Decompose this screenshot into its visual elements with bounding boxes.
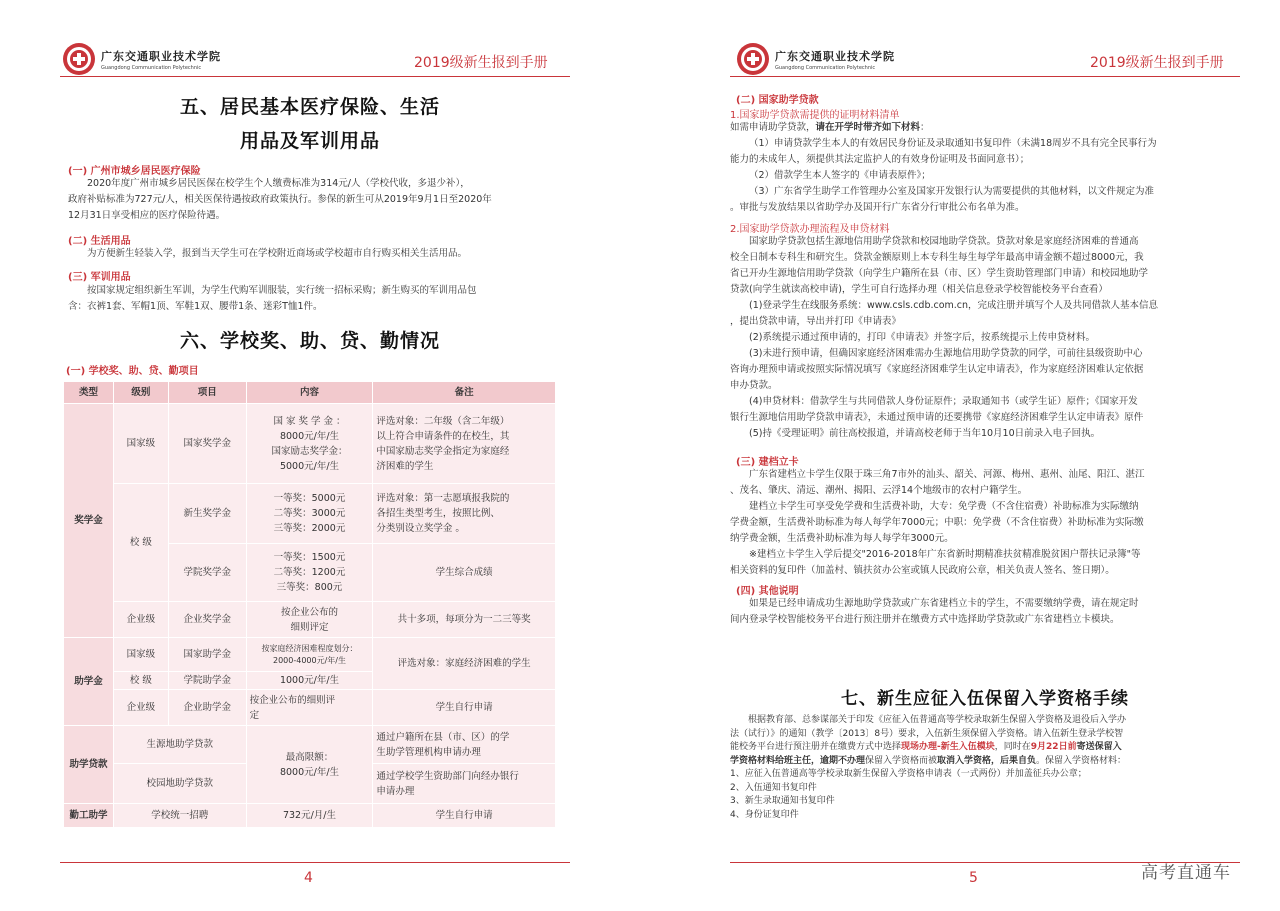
content-line: 按家庭经济困难程度划分： <box>261 643 358 653</box>
content-line: 一等奖：1500元 <box>273 552 346 563</box>
poverty-card-heading: (三) 建档立卡 <box>736 457 799 468</box>
col-header-remark: 备注 <box>373 382 556 404</box>
text-span: 保留入学资格而被 <box>865 755 938 766</box>
table-row <box>64 804 556 828</box>
school-emblem-icon <box>62 42 96 76</box>
remark-cell <box>373 484 556 544</box>
col-header-item: 项目 <box>168 382 246 404</box>
content-line: 按企业公布的 <box>280 606 338 618</box>
process-line: 校全日制本专科生和研究生。贷款金额原则上本专科生每生每学年最高申请金额不超过8000元，我 <box>730 252 1144 263</box>
insurance-heading: (一) 广州市城乡居民医疗保险 <box>68 166 201 177</box>
remark-cell <box>373 404 556 484</box>
process-line: (3)未进行预申请，但确因家庭经济困难需办生源地信用助学贷款的同学，可前往县级资助中心 <box>749 348 1143 359</box>
table-row <box>64 484 556 544</box>
daily-items-heading: (二) 生活用品 <box>68 236 131 247</box>
remark-line: 评选对象：二年级（含二年级） <box>376 415 510 427</box>
content-line: 按企业公布的细则评 <box>249 694 336 706</box>
military-line: 含：衣裤1套、军帽1顶、军鞋1双、腰带1条、迷彩T恤1件。 <box>68 301 323 312</box>
item-cell: 校园地助学贷款 <box>113 764 246 804</box>
content-line: 最高限额： <box>285 751 334 763</box>
other-notes-paragraph <box>730 596 1240 628</box>
remark-line: 各招生类型考生，按照比例、 <box>376 508 500 519</box>
remark-cell: 共十多项，每项分为一二三等奖 <box>373 602 556 638</box>
text-span: ，同时在 <box>994 742 1031 752</box>
school-name-cn: 广东交通职业技术学院 <box>775 49 895 63</box>
footer-divider <box>60 862 570 863</box>
military-line: 按国家规定组织新生军训，为学生代购军训服装，实行统一招标采购；新生购买的军训用品包 <box>87 285 477 296</box>
process-line: (4)申贷材料：借款学生与共同借款人身份证原件；录取通知书（或学生证）原件；《国家开发 <box>749 396 1138 407</box>
content-cell <box>246 544 373 602</box>
remark-line: 以上符合申请条件的在校生，其 <box>376 430 510 442</box>
remark-cell: 学生综合成绩 <box>373 544 556 602</box>
level-cell: 国家级 <box>113 638 168 672</box>
daily-items-line: 为方便新生轻装入学，报到当天学生可在学校附近商场或学校超市自行购买相关生活用品。 <box>87 248 468 259</box>
content-line: 三等奖：800元 <box>276 582 343 593</box>
col-header-content: 内容 <box>246 382 373 404</box>
loan-process-heading: 2.国家助学贷款办理流程及申贷材料 <box>730 224 890 235</box>
poverty-line: 相关资料的复印件（加盖村、镇扶贫办公室或镇人民政府公章，相关负责人签名、签日期）。 <box>730 565 1115 576</box>
content-line: 二等奖：1200元 <box>273 567 346 578</box>
item-cell: 生源地助学贷款 <box>113 726 246 764</box>
table-row <box>64 726 556 764</box>
handbook-title: 2019级新生报到手册 <box>414 55 548 71</box>
enlistment-list-item: 2、入伍通知书复印件 <box>730 782 817 793</box>
content-line: 定 <box>249 709 260 721</box>
level-cell: 企业级 <box>113 690 168 726</box>
process-line: ，提出贷款申请，导出并打印《申请表》 <box>730 316 902 327</box>
category-scholarship: 奖学金 <box>64 404 114 638</box>
material-line: （1）申请贷款学生本人的有效居民身份证及录取通知书复印件（未满18周岁不具有完全民事行为 <box>749 138 1157 149</box>
handbook-title: 2019级新生报到手册 <box>1090 55 1224 71</box>
school-name-cn: 广东交通职业技术学院 <box>101 49 221 63</box>
loan-materials-paragraph <box>730 120 1240 216</box>
enlistment-list-item: 3、新生录取通知书复印件 <box>730 796 835 806</box>
category-grant: 助学金 <box>64 638 114 726</box>
intro-text: 如需申请助学贷款， <box>730 122 816 133</box>
content-line: 国 家 奖 学 金 ： <box>273 415 346 427</box>
school-logo <box>736 42 895 76</box>
level-cell: 校 级 <box>113 484 168 602</box>
remark-line: 生助学管理机构申请办理 <box>376 746 481 758</box>
table-row <box>64 404 556 484</box>
poverty-line: 学费金额，生活费补助标准为每人每学年7000元；中职：免学费（不含住宿费）补助标准为实际缴 <box>730 517 1144 528</box>
item-cell: 企业奖学金 <box>168 602 246 638</box>
page-number: 4 <box>304 870 313 886</box>
remark-line: 中国家励志奖学金指定为家庭经 <box>376 445 510 457</box>
material-line: （3）广东省学生助学工作管理办公室及国家开发银行认为需要提供的其他材料，以文件规定为准 <box>749 186 1155 197</box>
school-logo <box>62 42 221 76</box>
material-line: 。审批与发放结果以省助学办及国开行广东省分行审批公布名单为准。 <box>730 202 1025 213</box>
loan-materials-heading: 1.国家助学贷款需提供的证明材料清单 <box>730 110 900 121</box>
remark-cell: 学生自行申请 <box>373 690 556 726</box>
section7-title: 七、新生应征入伍保留入学资格手续 <box>841 689 1129 709</box>
insurance-line: 2020年度广州市城乡居民医保在校学生个人缴费标准为314元/人（学校代收，多退少补）， <box>87 178 470 189</box>
text-span-bold: 取消入学资格，后果自负 <box>937 755 1037 766</box>
level-cell: 企业级 <box>113 602 168 638</box>
aid-table <box>63 381 556 828</box>
school-emblem-icon <box>736 42 770 76</box>
item-cell: 国家奖学金 <box>168 404 246 484</box>
other-notes-heading: (四) 其他说明 <box>736 586 799 597</box>
remark-cell: 学生自行申请 <box>373 804 556 828</box>
content-line: 2000-4000元/年/生 <box>272 655 346 665</box>
remark-line: 通过户籍所在县（市、区）的学 <box>376 731 510 743</box>
content-cell <box>246 404 373 484</box>
table-heading: (一) 学校奖、助、贷、勤项目 <box>66 366 199 377</box>
text-span: 。保留入学资格材料： <box>1036 755 1127 766</box>
intro-bold: 请在开学时带齐如下材料 <box>815 122 921 133</box>
content-cell <box>246 638 373 672</box>
content-line: 细则评定 <box>290 621 329 633</box>
content-cell <box>246 602 373 638</box>
insurance-line: 12月31日享受相应的医疗保险待遇。 <box>68 210 226 221</box>
remark-line: 评选对象：第一志愿填报我院的 <box>376 493 510 504</box>
right-page <box>640 0 1280 911</box>
col-header-type: 类型 <box>64 382 114 404</box>
content-line: 国家励志奖学金： <box>271 445 348 457</box>
remark-line: 分类别设立奖学金 。 <box>376 523 465 534</box>
watermark: 高考直通车 <box>1141 863 1231 883</box>
category-loan: 助学贷款 <box>64 726 114 804</box>
section6-title: 六、学校奖、助、贷、勤情况 <box>179 330 440 352</box>
table-row <box>64 690 556 726</box>
process-line: (1)登录学生在线服务系统：www.csls.cdb.com.cn，完成注册并填写个人及共同借款人基本信息 <box>749 300 1159 311</box>
process-line: 申办贷款。 <box>730 380 778 391</box>
highlight-deadline: 9月22日前 <box>1030 742 1077 752</box>
item-cell: 学院助学金 <box>168 672 246 690</box>
material-line: 能力的未成年人，须提供其法定监护人的有效身份证明及书面同意书）； <box>730 154 1030 165</box>
remark-line: 申请办理 <box>376 785 415 797</box>
content-line: 三等奖：2000元 <box>273 523 346 534</box>
level-cell: 校 级 <box>113 672 168 690</box>
text-span-bold: 学资格材料给班主任，逾期不办理 <box>730 755 866 766</box>
daily-items-paragraph <box>68 246 568 262</box>
content-line: 二等奖：3000元 <box>273 508 346 519</box>
item-cell: 企业助学金 <box>168 690 246 726</box>
insurance-line: 政府补贴标准为727元/人，相关医保待遇按政府政策执行。参保的新生可从2019年9月1日至2020年 <box>68 194 492 205</box>
highlight-module: 现场办理-新生入伍模块 <box>901 742 995 752</box>
remark-line: 济困难的学生 <box>376 460 434 472</box>
content-cell <box>246 726 373 804</box>
intro-colon: ： <box>920 122 930 133</box>
poverty-line: 广东省建档立卡学生仅限于珠三角7市外的汕头、韶关、河源、梅州、惠州、汕尾、阳江、湛江 <box>749 469 1145 480</box>
item-cell: 新生奖学金 <box>168 484 246 544</box>
enlistment-list-item: 1、应征入伍普通高等学校录取新生保留入学资格申请表（一式两份）并加盖征兵办公章； <box>730 769 1087 779</box>
military-paragraph <box>68 283 568 315</box>
content-cell: 1000元/年/生 <box>246 672 373 690</box>
process-line: 贷款(向学生就读高校申请)，学生可自行选择办理（相关信息登录学校智能校务平台查看） <box>730 284 1108 295</box>
enlistment-line <box>730 755 1250 769</box>
content-line: 8000元/年/生 <box>279 766 340 778</box>
content-line: 8000元/年/生 <box>279 430 340 442</box>
page-number: 5 <box>969 870 978 886</box>
process-line: 咨询办理预申请或按照实际情况填写《家庭经济困难学生认定申请表》，作为家庭经济困难认定依据 <box>730 364 1144 375</box>
remark-line: 通过学校学生资助部门向经办银行 <box>376 770 519 782</box>
process-line: 国家助学贷款包括生源地信用助学贷款和校园地助学贷款。贷款对象是家庭经济困难的普通高 <box>749 236 1139 247</box>
item-cell: 学校统一招聘 <box>113 804 246 828</box>
text-span: 能校务平台进行预注册并在缴费方式中选择 <box>730 742 902 752</box>
enlistment-line: 根据教育部、总参谋部关于印发《应征入伍普通高等学校录取新生保留入学资格及退役后入学办 <box>748 715 1127 725</box>
item-cell: 学院奖学金 <box>168 544 246 602</box>
header-divider <box>730 76 1240 77</box>
remark-cell <box>373 726 556 764</box>
content-cell <box>246 484 373 544</box>
insurance-paragraph <box>68 176 568 224</box>
military-heading: (三) 军训用品 <box>68 272 131 283</box>
process-line: (2)系统提示通过预申请的，打印《申请表》并签字后，按系统提示上传申贷材料。 <box>749 332 1095 343</box>
content-cell: 732元/月/生 <box>246 804 373 828</box>
enlistment-line: 法（试行）》的通知（教学〔2013〕8号）要求，入伍新生须保留入学资格。请入伍新生登录学校智 <box>730 728 1124 739</box>
loan-heading: (二) 国家助学贷款 <box>736 95 819 106</box>
section5-title-line2: 用品及军训用品 <box>239 130 380 152</box>
section5-title-line1: 五、居民基本医疗保险、生活 <box>179 96 440 118</box>
level-cell: 国家级 <box>113 404 168 484</box>
material-line: （2）借款学生本人签字的《申请表原件》； <box>749 170 931 181</box>
remark-cell: 评选对象：家庭经济困难的学生 <box>373 638 556 690</box>
poverty-card-paragraph <box>730 467 1240 579</box>
content-line: 一等奖：5000元 <box>273 493 346 504</box>
category-work-study: 勤工助学 <box>64 804 114 828</box>
process-line: 银行生源地信用助学贷款申请表》，未通过预申请的还要携带《家庭经济困难学生认定申请表》原件 <box>730 412 1144 423</box>
remark-cell <box>373 764 556 804</box>
enlistment-line <box>730 741 1250 755</box>
enlistment-list-item: 4、身份证复印件 <box>730 809 799 820</box>
process-line: (5)持《受理证明》前往高校报道，并请高校老师于当年10月10日前录入电子回执。 <box>749 428 1101 439</box>
poverty-line: 建档立卡学生可享受免学费和生活费补助，大专：免学费（不含住宿费）补助标准为实际缴纳 <box>749 501 1139 512</box>
text-span-bold: 寄送保留入 <box>1076 742 1122 752</box>
poverty-line: 纳学费金额，生活费补助标准为每人每学年3000元。 <box>730 533 954 544</box>
loan-process-paragraph <box>730 234 1240 442</box>
item-cell: 国家助学金 <box>168 638 246 672</box>
loan-materials-intro <box>730 120 1240 136</box>
poverty-line: ※建档立卡学生入学后提交"2016-2018年广东省新时期精准扶贫精准脱贫困户帮扶记录簿"等 <box>749 549 1141 560</box>
process-line: 省已开办生源地信用助学贷款（向学生户籍所在县（市、区）学生资助管理部门申请）和校园地助学 <box>730 268 1149 279</box>
poverty-line: 、茂名、肇庆、清远、潮州、揭阳、云浮14个地级市的农村户籍学生。 <box>730 485 1028 496</box>
notes-line: 间内登录学校智能校务平台进行预注册并在缴费方式中选择助学贷款或广东省建档立卡模块。 <box>730 614 1120 625</box>
header-divider <box>60 76 570 77</box>
school-name-en: Guangdong Communication Polytechnic <box>775 64 876 71</box>
enlistment-paragraph <box>730 714 1250 822</box>
content-line: 5000元/年/生 <box>279 460 340 472</box>
school-name-en: Guangdong Communication Polytechnic <box>101 64 202 71</box>
notes-line: 如果是已经申请成功生源地助学贷款或广东省建档立卡的学生，不需要缴纳学费，请在规定时 <box>749 598 1139 609</box>
content-cell <box>246 690 373 726</box>
table-row <box>64 602 556 638</box>
table-row <box>64 638 556 672</box>
table-header-row <box>64 382 556 404</box>
col-header-level: 级别 <box>113 382 168 404</box>
